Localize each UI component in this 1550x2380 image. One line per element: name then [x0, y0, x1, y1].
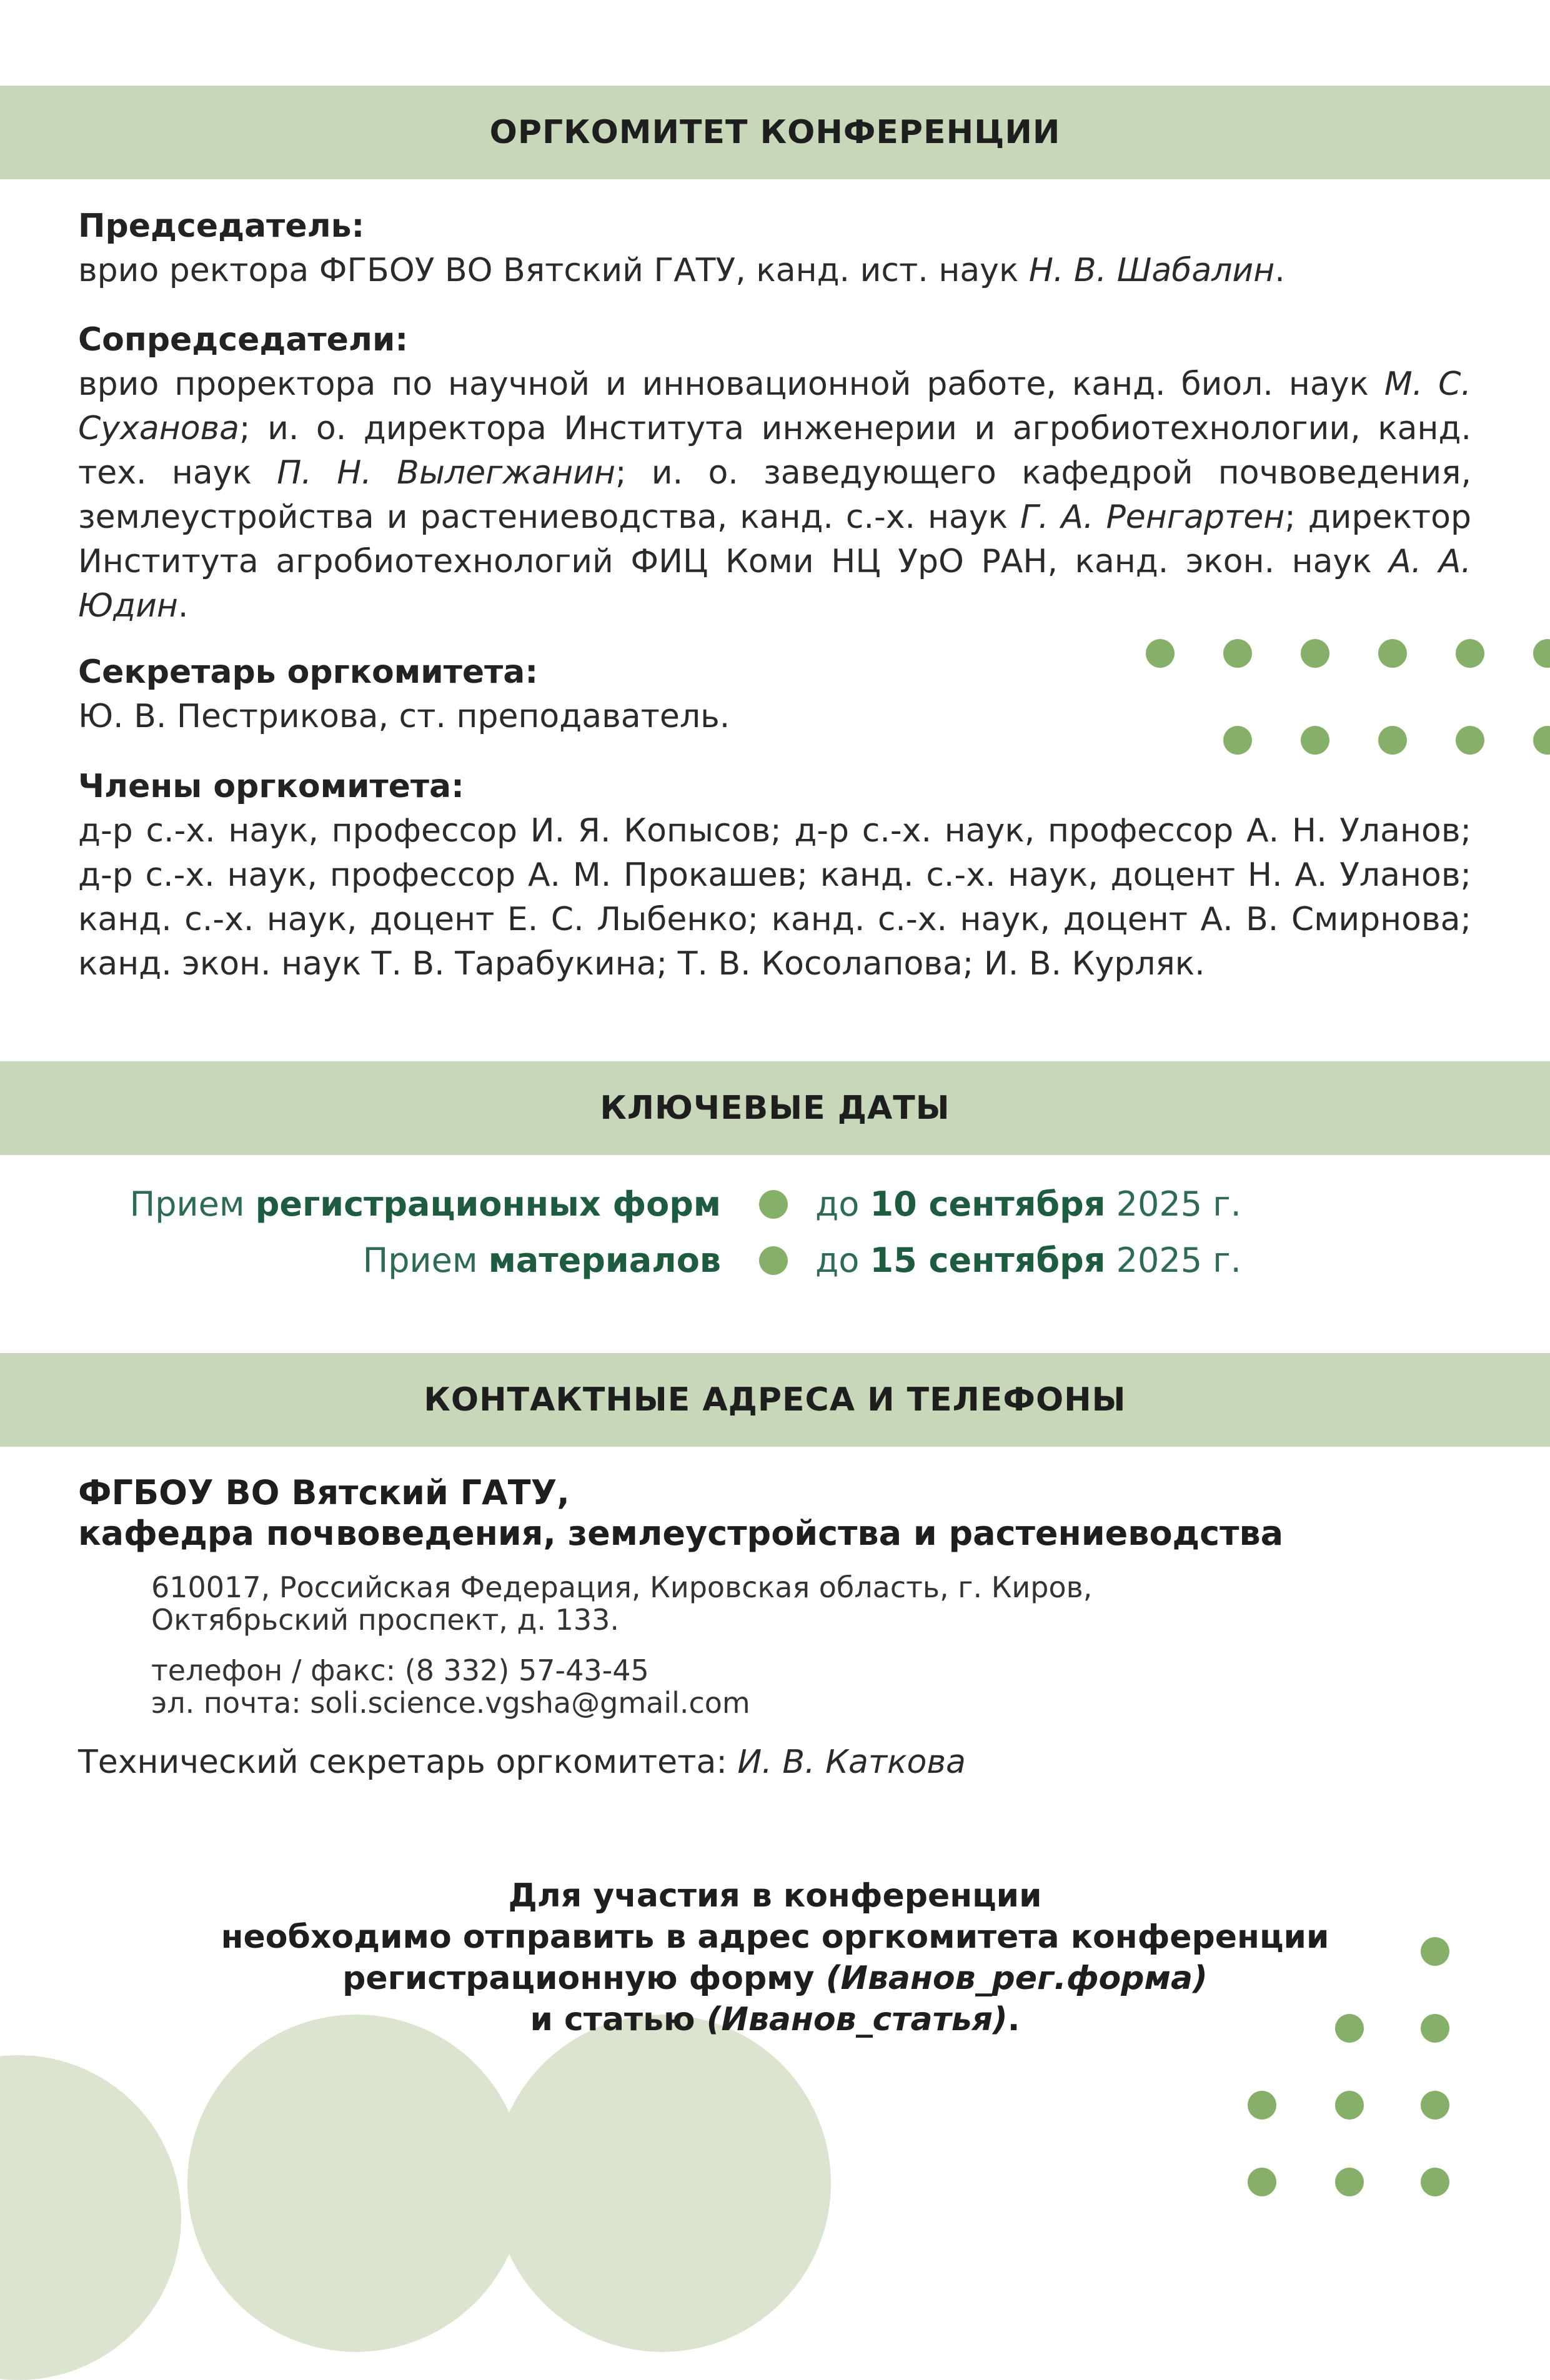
contact-org-line: ФГБОУ ВО Вятский ГАТУ,	[78, 1473, 570, 1512]
contacts-band	[0, 1353, 1550, 1447]
key-dates-band	[0, 1061, 1550, 1155]
participation-line: регистрационную форму (Иванов_рег.форма)	[342, 1960, 1208, 1997]
decorative-dot	[1456, 726, 1484, 755]
decorative-circle	[0, 2055, 181, 2380]
decorative-dot	[1335, 2168, 1364, 2196]
co-chairs-text: врио проректора по научной и инновационной работе, канд. биол. наук М. С. Суханова; и. о. директора Института инженерии и агробиотехнологии, канд. тех. наук П. Н. Вылегжанин; и. о. заведующего кафедрой почвоведения, землеустройства и растениеводства, канд. с.-х. наук Г. А. Ренгартен; директор Института агробиотехнологий ФИЦ Коми НЦ УрО РАН, канд. экон. наук А. А. Юдин.	[78, 365, 1472, 625]
co-chair-name: А. А. Юдин	[78, 543, 1472, 625]
participation-line: и статью (Иванов_статья).	[530, 2001, 1020, 2038]
participation-line: необходимо отправить в адрес оргкомитета конференции	[221, 1918, 1329, 1956]
participation-note	[0, 1875, 1550, 2040]
co-chair-name: М. С. Суханова	[78, 365, 1472, 447]
decorative-dot	[1378, 726, 1407, 755]
members-label: Члены оргкомитета:	[78, 768, 464, 805]
decorative-dot	[1223, 726, 1252, 755]
decorative-dot	[1421, 2168, 1449, 2196]
chair-label: Председатель:	[78, 207, 365, 245]
bullet-dot-icon	[759, 1246, 788, 1275]
decorative-dot	[1301, 726, 1329, 755]
contacts-heading: КОНТАКТНЫЕ АДРЕСА И ТЕЛЕФОНЫ	[424, 1381, 1126, 1419]
decorative-dot	[1378, 639, 1407, 668]
key-dates-heading: КЛЮЧЕВЫЕ ДАТЫ	[600, 1089, 950, 1127]
chair-text: врио ректора ФГБОУ ВО Вятский ГАТУ, канд. ист. наук Н. В. Шабалин.	[78, 252, 1285, 289]
chair-name: Н. В. Шабалин	[1028, 252, 1275, 289]
org-committee-band	[0, 86, 1550, 179]
decorative-dot	[1421, 2091, 1449, 2120]
contact-address-line: Октябрьский проспект, д. 133.	[151, 1603, 620, 1637]
decorative-dot	[1146, 639, 1175, 668]
secretary-label: Секретарь оргкомитета:	[78, 653, 539, 691]
date-row	[0, 1236, 1550, 1286]
contact-address-line: 610017, Российская Федерация, Кировская область, г. Киров,	[151, 1570, 1093, 1604]
date-row	[0, 1179, 1550, 1229]
decorative-circle	[187, 2015, 525, 2352]
co-chairs-label: Сопредседатели:	[78, 321, 409, 359]
contact-department-line: кафедра почвоведения, землеустройства и растениеводства	[78, 1514, 1284, 1553]
decorative-dot	[1301, 639, 1329, 668]
date-item-deadline: до 15 сентября 2025 г.	[815, 1241, 1241, 1280]
decorative-dot	[1533, 639, 1550, 668]
date-item-label: Прием материалов	[362, 1241, 721, 1280]
decorative-dot	[1223, 639, 1252, 668]
decorative-dot	[1248, 2091, 1276, 2120]
bullet-dot-icon	[759, 1190, 788, 1219]
contact-phone: телефон / факс: (8 332) 57-43-45	[151, 1654, 649, 1687]
tech-secretary-name: И. В. Каткова	[737, 1743, 966, 1781]
decorative-dot	[1456, 639, 1484, 668]
decorative-dot	[1533, 726, 1550, 755]
co-chair-name: Г. А. Ренгартен	[1020, 498, 1285, 536]
co-chair-name: П. Н. Вылегжанин	[277, 454, 615, 492]
contact-email: эл. почта: soli.science.vgsha@gmail.com	[151, 1686, 750, 1720]
decorative-dot	[1248, 2168, 1276, 2196]
org-committee-heading: ОРГКОМИТЕТ КОНФЕРЕНЦИИ	[489, 114, 1061, 151]
co-chairs-block	[78, 317, 1471, 628]
secretary-text: Ю. В. Пестрикова, ст. преподаватель.	[78, 698, 730, 735]
date-item-deadline: до 10 сентября 2025 г.	[815, 1184, 1241, 1224]
decorative-circle	[494, 2015, 831, 2352]
decorative-dot	[1335, 2091, 1364, 2120]
participation-line: Для участия в конференции	[508, 1877, 1042, 1915]
secretary-block	[78, 650, 1140, 739]
date-item-label: Прием регистрационных форм	[129, 1184, 721, 1224]
tech-secretary: Технический секретарь оргкомитета: И. В. Каткова	[78, 1743, 966, 1781]
members-block	[78, 764, 1471, 986]
members-text: д-р с.-х. наук, профессор И. Я. Копысов; д-р с.-х. наук, профессор А. Н. Уланов; д-р с.-х. наук, профессор А. М. Прокашев; канд. с.-х. наук, доцент Н. А. Уланов; канд. с.-х. наук, доцент Е. С. Лыбенко; канд. с.-х. наук, доцент А. В. Смирнова; канд. экон. наук Т. В. Тарабукина; Т. В. Косолапова; И. В. Курляк.	[78, 812, 1471, 983]
chair-block	[78, 204, 1471, 293]
